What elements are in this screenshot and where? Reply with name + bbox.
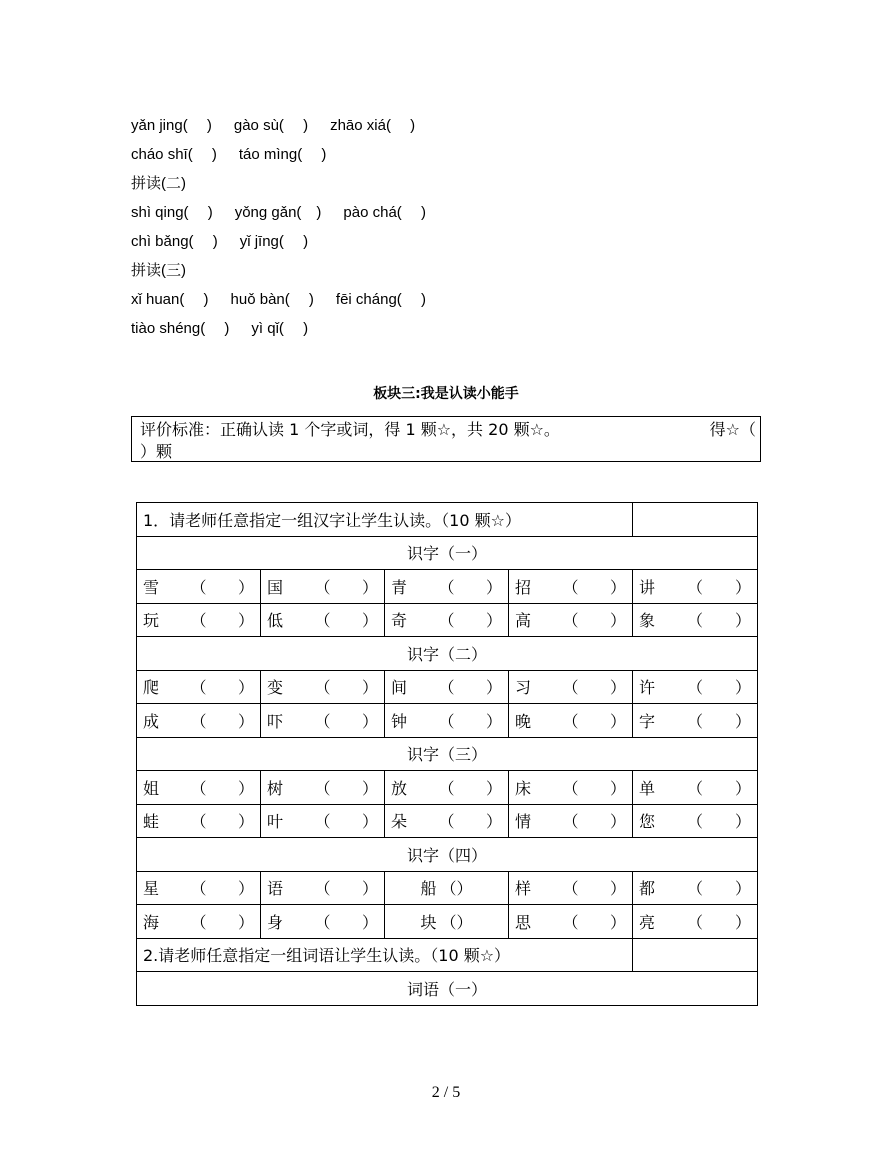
paren-close: ） — [735, 577, 752, 597]
pinyin-line — [131, 114, 415, 135]
char-label: 晚 — [515, 711, 532, 731]
pinyin-item: 拼读(三) — [131, 262, 186, 279]
paren-open: （ — [190, 812, 207, 832]
char-label: 成 — [143, 711, 160, 731]
paren-close: ） — [735, 812, 752, 832]
paren-close: ） — [610, 912, 627, 932]
paren-close: ） — [237, 778, 254, 798]
char-cell — [137, 704, 261, 738]
pinyin-line — [131, 288, 426, 309]
char-label: 低 — [267, 611, 284, 631]
paren-open: （ — [687, 879, 704, 899]
criteria-score: 得☆（ — [709, 420, 756, 439]
paren-close: ） — [361, 812, 378, 832]
char-label: 间 — [391, 678, 408, 698]
paren-close: ） — [610, 812, 627, 832]
question-2-row: 2.请老师任意指定一组词语让学生认读。（10 颗☆） — [137, 938, 633, 972]
paren-close: ） — [361, 611, 378, 631]
char-cell — [385, 704, 509, 738]
pinyin-item: 拼读(二) — [131, 175, 186, 192]
char-cell — [261, 570, 385, 604]
paren-close: ） — [735, 912, 752, 932]
answer-paren: （） — [440, 879, 473, 899]
paren-open: （ — [190, 611, 207, 631]
char-label: 亮 — [639, 912, 656, 932]
char-cell — [137, 771, 261, 805]
paren-close: ） — [735, 678, 752, 698]
paren-open: （ — [438, 611, 455, 631]
table-row — [137, 570, 758, 604]
paren-open: （ — [314, 711, 331, 731]
paren-close: ） — [610, 577, 627, 597]
table-row — [137, 670, 758, 704]
paren-close: ） — [485, 812, 502, 832]
char-cell — [261, 670, 385, 704]
group-title: 识字（三） — [137, 737, 758, 771]
paren-close: ） — [361, 711, 378, 731]
char-cell — [509, 771, 633, 805]
char-cell — [633, 670, 758, 704]
paren-open: （ — [314, 577, 331, 597]
question-1-row: 1．请老师任意指定一组汉字让学生认读。（10 颗☆） — [137, 503, 633, 537]
char-cell — [509, 670, 633, 704]
answer-paren: （） — [440, 912, 473, 932]
char-cell — [509, 804, 633, 838]
char-label: 讲 — [639, 577, 656, 597]
paren-close: ） — [361, 879, 378, 899]
paren-close: ） — [610, 611, 627, 631]
pinyin-line — [131, 259, 186, 280]
paren-close: ） — [237, 678, 254, 698]
paren-close: ） — [237, 812, 254, 832]
paren-open: （ — [190, 577, 207, 597]
paren-open: （ — [562, 577, 579, 597]
char-label: 朵 — [391, 812, 408, 832]
paren-close: ） — [361, 778, 378, 798]
char-label: 字 — [639, 711, 656, 731]
paren-close: ） — [237, 577, 254, 597]
char-cell — [509, 570, 633, 604]
char-label: 您 — [639, 812, 656, 832]
char-label: 许 — [639, 678, 656, 698]
char-cell — [137, 804, 261, 838]
char-label: 奇 — [391, 611, 408, 631]
paren-open: （ — [687, 678, 704, 698]
char-label: 象 — [639, 611, 656, 631]
char-cell — [633, 905, 758, 939]
char-cell — [137, 603, 261, 637]
char-cell — [633, 771, 758, 805]
char-cell — [633, 570, 758, 604]
paren-close: ） — [361, 912, 378, 932]
paren-close: ） — [485, 678, 502, 698]
paren-close: ） — [610, 879, 627, 899]
paren-close: ） — [735, 611, 752, 631]
pinyin-item: yǐ jīng( ) — [239, 233, 309, 250]
pinyin-line — [131, 172, 186, 193]
table-row — [137, 871, 758, 905]
paren-close: ） — [237, 879, 254, 899]
char-cell — [385, 603, 509, 637]
pinyin-item: táo mìng( ) — [238, 146, 327, 163]
char-cell — [137, 670, 261, 704]
char-cell — [261, 704, 385, 738]
paren-open: （ — [562, 778, 579, 798]
paren-close: ） — [485, 711, 502, 731]
table-row — [137, 804, 758, 838]
char-label: 床 — [515, 778, 532, 798]
pinyin-item: chì bǎng( ) — [131, 233, 218, 250]
char-cell — [137, 871, 261, 905]
paren-close: ） — [237, 912, 254, 932]
char-cell — [633, 871, 758, 905]
char-label: 吓 — [267, 711, 284, 731]
paren-open: （ — [438, 711, 455, 731]
table-row — [137, 603, 758, 637]
char-label: 语 — [267, 879, 284, 899]
char-label: 身 — [267, 912, 284, 932]
char-label: 蛙 — [143, 812, 160, 832]
paren-open: （ — [314, 678, 331, 698]
pinyin-line — [131, 143, 326, 164]
paren-open: （ — [438, 812, 455, 832]
char-cell — [385, 670, 509, 704]
char-label: 雪 — [143, 577, 160, 597]
pinyin-line — [131, 201, 426, 222]
pinyin-item: pào chá( ) — [343, 204, 426, 221]
char-cell — [509, 603, 633, 637]
paren-close: ） — [610, 711, 627, 731]
pinyin-item: xǐ huan( ) — [131, 291, 209, 308]
char-cell — [509, 704, 633, 738]
char-cell — [261, 771, 385, 805]
question-1-row-score-cell — [633, 503, 758, 537]
paren-close: ） — [735, 711, 752, 731]
group-title: 识字（二） — [137, 637, 758, 671]
char-cell — [385, 905, 509, 939]
char-cell — [137, 905, 261, 939]
char-label: 国 — [267, 577, 284, 597]
pinyin-item: fēi cháng( ) — [335, 291, 426, 308]
char-cell — [385, 804, 509, 838]
char-cell — [385, 771, 509, 805]
char-label: 招 — [515, 577, 532, 597]
pinyin-line — [131, 230, 308, 251]
paren-close: ） — [485, 778, 502, 798]
char-cell — [509, 871, 633, 905]
pinyin-item: zhāo xiá( ) — [330, 117, 416, 134]
paren-close: ） — [735, 879, 752, 899]
criteria-tail: ）颗 — [140, 442, 173, 461]
char-label: 习 — [515, 678, 532, 698]
paren-open: （ — [190, 678, 207, 698]
char-cell — [385, 871, 509, 905]
table-row — [137, 771, 758, 805]
char-label: 树 — [267, 778, 284, 798]
char-label: 单 — [639, 778, 656, 798]
paren-close: ） — [485, 577, 502, 597]
char-label: 海 — [143, 912, 160, 932]
char-label: 放 — [391, 778, 408, 798]
char-cell — [261, 804, 385, 838]
char-label: 钟 — [391, 711, 408, 731]
paren-open: （ — [562, 611, 579, 631]
paren-open: （ — [687, 778, 704, 798]
paren-open: （ — [562, 812, 579, 832]
char-label: 爬 — [143, 678, 160, 698]
char-cell — [633, 804, 758, 838]
pinyin-item: yì qǐ( ) — [251, 320, 309, 337]
char-cell — [261, 603, 385, 637]
pinyin-item: gào sù( ) — [233, 117, 309, 134]
char-label: 姐 — [143, 778, 160, 798]
char-label: 情 — [515, 812, 532, 832]
paren-open: （ — [314, 879, 331, 899]
char-label: 高 — [515, 611, 532, 631]
char-cell — [261, 905, 385, 939]
paren-open: （ — [687, 577, 704, 597]
char-label: 船 — [420, 879, 437, 899]
group-title: 识字（四） — [137, 838, 758, 872]
page-number: 2 / 5 — [431, 1084, 461, 1101]
paren-open: （ — [190, 711, 207, 731]
pinyin-item: huǒ bàn( ) — [230, 291, 314, 308]
paren-open: （ — [562, 912, 579, 932]
paren-open: （ — [562, 678, 579, 698]
paren-close: ） — [735, 778, 752, 798]
table-row — [137, 905, 758, 939]
char-label: 块 — [420, 912, 437, 932]
char-label: 叶 — [267, 812, 284, 832]
char-label: 思 — [515, 912, 532, 932]
char-cell — [633, 603, 758, 637]
paren-close: ） — [237, 711, 254, 731]
char-label: 星 — [143, 879, 160, 899]
paren-open: （ — [687, 912, 704, 932]
paren-close: ） — [237, 611, 254, 631]
paren-open: （ — [314, 778, 331, 798]
section-title: 板块三:我是认读小能手 — [373, 386, 519, 402]
char-label: 都 — [639, 879, 656, 899]
paren-open: （ — [190, 912, 207, 932]
char-label: 青 — [391, 577, 408, 597]
paren-open: （ — [687, 611, 704, 631]
char-cell — [137, 570, 261, 604]
char-cell — [385, 570, 509, 604]
char-cell — [633, 704, 758, 738]
pinyin-item: tiào shéng( ) — [131, 320, 230, 337]
group-title: 识字（一） — [137, 536, 758, 570]
char-label: 玩 — [143, 611, 160, 631]
paren-open: （ — [314, 912, 331, 932]
paren-open: （ — [562, 711, 579, 731]
pinyin-item: yǎn jing( ) — [131, 117, 212, 134]
paren-close: ） — [361, 678, 378, 698]
paren-open: （ — [190, 879, 207, 899]
paren-close: ） — [485, 611, 502, 631]
table-row — [137, 704, 758, 738]
paren-close: ） — [361, 577, 378, 597]
paren-open: （ — [438, 678, 455, 698]
pinyin-line — [131, 317, 308, 338]
char-label: 变 — [267, 678, 284, 698]
paren-close: ） — [610, 778, 627, 798]
char-cell — [261, 871, 385, 905]
pinyin-item: shì qing( ) — [131, 204, 213, 221]
paren-open: （ — [314, 611, 331, 631]
question-2-row-score-cell — [633, 938, 758, 972]
paren-open: （ — [687, 812, 704, 832]
paren-open: （ — [687, 711, 704, 731]
criteria-box — [131, 416, 761, 462]
pinyin-item: cháo shī( ) — [131, 146, 217, 163]
reading-table — [136, 502, 758, 1006]
char-cell — [509, 905, 633, 939]
paren-open: （ — [438, 577, 455, 597]
paren-open: （ — [562, 879, 579, 899]
char-label: 样 — [515, 879, 532, 899]
paren-close: ） — [610, 678, 627, 698]
paren-open: （ — [438, 778, 455, 798]
paren-open: （ — [314, 812, 331, 832]
paren-open: （ — [190, 778, 207, 798]
group-title: 词语（一） — [137, 972, 758, 1006]
pinyin-item: yǒng gǎn( ) — [234, 204, 322, 221]
criteria-text: 评价标准：正确认读 1 个字或词，得 1 颗☆，共 20 颗☆。 — [140, 420, 560, 439]
